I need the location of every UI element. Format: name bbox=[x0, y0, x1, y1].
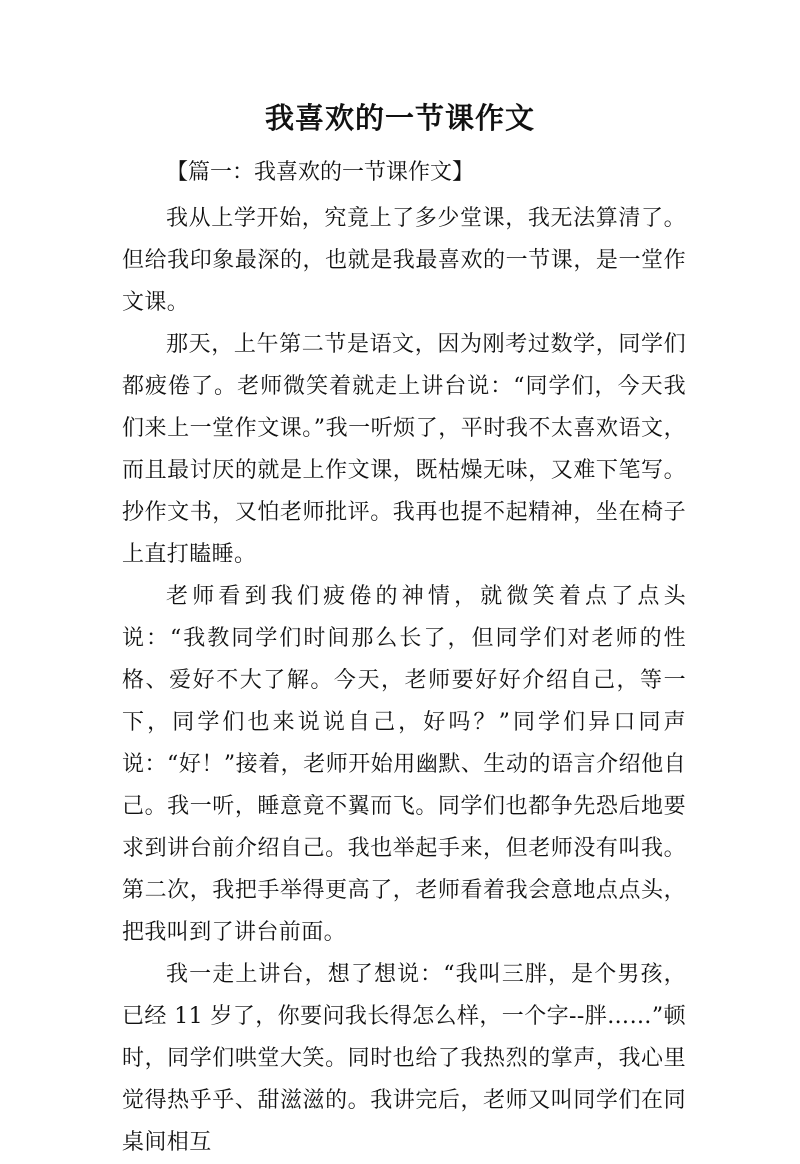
document-title: 我喜欢的一节课作文 bbox=[264, 101, 535, 135]
paragraph-2: 那天，上午第二节是语文，因为刚考过数学，同学们都疲倦了。老师微笑着就走上讲台说：“同学们，今天我们来上一堂作文课。”我一听烦了，平时我不太喜欢语文，而且最讨厌的就是上作文课，既枯燥无味，又难下笔写。抄作文书，又怕老师批评。我再也提不起精神，坐在椅子上直打瞌睡。 bbox=[122, 332, 686, 567]
section-heading: 【篇一：我喜欢的一节课作文】 bbox=[166, 160, 475, 185]
paragraph-1: 我从上学开始，究竟上了多少堂课，我无法算清了。但给我印象最深的，也就是我最喜欢的一节课，是一堂作文课。 bbox=[122, 206, 686, 315]
paragraph-3: 老师看到我们疲倦的神情，就微笑着点了点头说：“我教同学们时间那么长了，但同学们对老师的性格、爱好不大了解。今天，老师要好好介绍自己，等一下，同学们也来说说自己，好吗？”同学们异口同声说：“好！”接着，老师开始用幽默、生动的语言介绍他自己。我一听，睡意竟不翼而飞。同学们也都争先恐后地要求到讲台前介绍自己。我也举起手来，但老师没有叫我。第二次，我把手举得更高了，老师看着我会意地点点头，把我叫到了讲台前面。 bbox=[122, 584, 686, 945]
paragraph-4: 我一走上讲台，想了想说：“我叫三胖，是个男孩，已经 11 岁了，你要问我长得怎么样，一个字--胖……”顿时，同学们哄堂大笑。同时也给了我热烈的掌声，我心里觉得热乎乎、甜滋滋的。我讲完后，老师又叫同学们在同桌间相互 bbox=[122, 962, 686, 1155]
document-body bbox=[122, 152, 686, 1164]
